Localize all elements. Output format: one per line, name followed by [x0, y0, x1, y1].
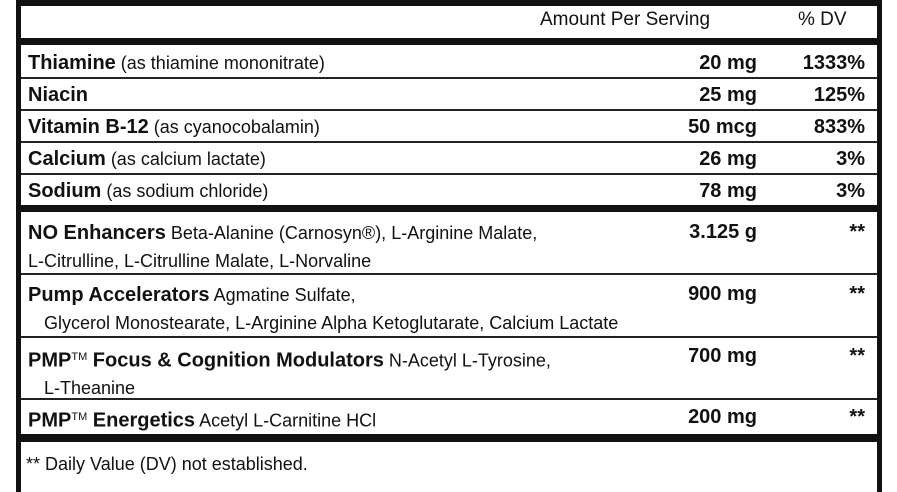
row-divider	[21, 336, 877, 338]
dv-vitamin-b12: 833%	[813, 116, 865, 138]
trademark-mark: TM	[71, 351, 88, 363]
amount-pmp-focus: 700 mg	[688, 345, 757, 367]
daily-value-header: % DV	[798, 9, 847, 30]
row-divider	[21, 273, 877, 275]
blend-row-pmp-energetics: PMP™ Energetics Acetyl L-Carnitine HCl	[28, 409, 377, 432]
footnote: ** Daily Value (DV) not established.	[26, 454, 308, 474]
dv-no-enhancers: **	[849, 221, 865, 243]
amount-niacin: 25 mg	[699, 84, 757, 106]
dv-calcium: 3%	[836, 148, 865, 170]
amount-vitamin-b12: 50 mcg	[688, 116, 757, 138]
dv-pump-accelerators: **	[849, 283, 865, 305]
dv-pmp-energetics: **	[849, 406, 865, 428]
dv-niacin: 125%	[813, 84, 865, 106]
header-rule	[16, 38, 882, 45]
amount-per-serving-header: Amount Per Serving	[540, 9, 711, 30]
nutrient-row-vitamin-b12: Vitamin B-12 (as cyanocobalamin)	[28, 116, 320, 138]
amount-pmp-energetics: 200 mg	[688, 406, 757, 428]
blend-row-pmp-focus: PMP™ Focus & Cognition Modulators N-Acetyl L-Tyrosine, L-Theanine	[28, 349, 551, 399]
nutrient-row-calcium: Calcium (as calcium lactate)	[28, 148, 266, 170]
row-divider	[21, 77, 877, 79]
row-divider	[21, 173, 877, 175]
top-rule	[16, 0, 882, 6]
dv-pmp-focus: **	[849, 345, 865, 367]
amount-sodium: 78 mg	[699, 180, 757, 202]
nutrient-row-thiamine: Thiamine (as thiamine mononitrate)	[28, 52, 325, 74]
amount-no-enhancers: 3.125 g	[689, 221, 757, 243]
row-divider	[21, 109, 877, 111]
dv-sodium: 3%	[836, 180, 865, 202]
nutrient-row-sodium: Sodium (as sodium chloride)	[28, 180, 269, 202]
row-divider	[21, 141, 877, 143]
panel-border-left	[16, 0, 21, 492]
bottom-rule	[16, 434, 882, 442]
nutrient-row-niacin: Niacin	[28, 84, 89, 106]
amount-thiamine: 20 mg	[699, 52, 757, 74]
row-divider	[21, 398, 877, 400]
section-rule	[16, 205, 882, 212]
amount-pump-accelerators: 900 mg	[688, 283, 757, 305]
amount-calcium: 26 mg	[699, 148, 757, 170]
blend-row-pump-accelerators: Pump Accelerators Agmatine Sulfate, Glycerol Monostearate, L-Arginine Alpha Ketoglutarate, Calcium Lactate	[28, 284, 619, 333]
dv-thiamine: 1333%	[802, 52, 865, 74]
trademark-mark: TM	[71, 411, 88, 423]
blend-row-no-enhancers: NO Enhancers Beta-Alanine (Carnosyn®), L-Arginine Malate, L-Citrulline, L-Citrulline Malate, L-Norvaline	[28, 222, 538, 271]
panel-border-right	[877, 0, 882, 492]
